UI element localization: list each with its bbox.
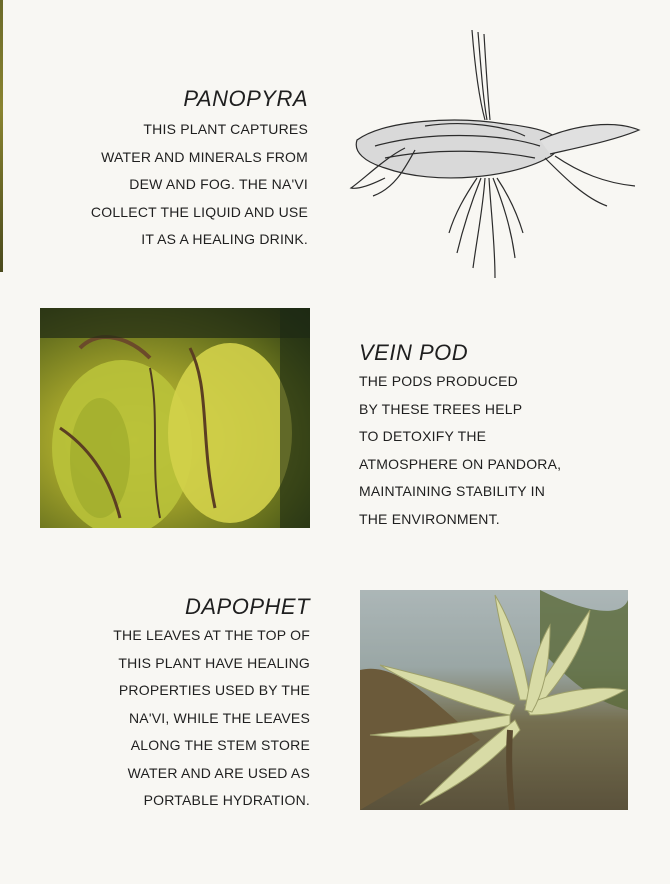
text-line: WATER AND ARE USED AS <box>127 764 310 781</box>
text-line: ATMOSPHERE ON PANDORA, <box>359 455 562 472</box>
dapophet-description <box>113 622 310 815</box>
text-line: COLLECT THE LIQUID AND USE <box>90 203 308 220</box>
text-line: NA'VI, WHILE THE LEAVES <box>128 709 310 726</box>
vein-pod-photo <box>40 308 310 528</box>
dapophet-title: DAPOPHET <box>184 594 310 619</box>
text-line: MAINTAINING STABILITY IN <box>359 483 546 499</box>
text-line: PORTABLE HYDRATION. <box>143 792 310 808</box>
text-line: DEW AND FOG. THE NA'VI <box>129 176 308 192</box>
page-edge-strip <box>0 0 3 272</box>
text-line: THE PODS PRODUCED <box>359 373 518 389</box>
text-line: PROPERTIES USED BY THE <box>118 682 310 698</box>
vein-pod-description <box>359 368 561 533</box>
text-line: IT AS A HEALING DRINK. <box>141 231 308 247</box>
dapophet-photo <box>360 590 628 810</box>
text-line: THE ENVIRONMENT. <box>359 510 500 527</box>
vein-pod-title: VEIN POD <box>359 340 469 365</box>
text-line: THIS PLANT HAVE HEALING <box>118 654 310 671</box>
text-line: THIS PLANT CAPTURES <box>143 121 308 137</box>
panopyra-description <box>91 116 308 254</box>
text-line: ALONG THE STEM STORE <box>130 737 310 753</box>
text-line: WATER AND MINERALS FROM <box>101 148 308 165</box>
text-line: BY THESE TREES HELP <box>359 400 523 417</box>
text-line: TO DETOXIFY THE <box>359 428 487 444</box>
text-line: THE LEAVES AT THE TOP OF <box>113 627 310 643</box>
panopyra-illustration <box>345 28 645 290</box>
panopyra-title: PANOPYRA <box>183 86 308 111</box>
